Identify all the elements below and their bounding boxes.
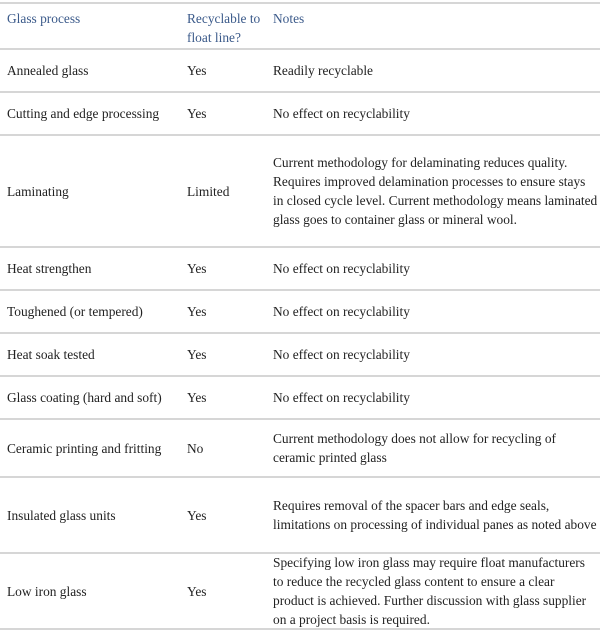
header-recyclable: Recyclable to float line? — [187, 11, 261, 45]
cell-process: Low iron glass — [7, 583, 87, 599]
header-glass-process: Glass process — [7, 11, 81, 26]
cell-recyclable: Yes — [187, 304, 207, 319]
cell-notes: Requires removal of the spacer bars and edge seals, limitations on processing of individual panes as noted above — [273, 498, 597, 532]
cell-process: Glass coating (hard and soft) — [7, 390, 162, 405]
cell-notes: No effect on recyclability — [273, 304, 410, 319]
cell-process: Toughened (or tempered) — [7, 304, 143, 319]
table-row — [0, 478, 600, 554]
cell-notes: Readily recyclable — [273, 63, 374, 78]
cell-process: Annealed glass — [7, 63, 89, 78]
cell-notes: No effect on recyclability — [273, 390, 410, 405]
table-row — [0, 554, 600, 630]
table-row — [0, 136, 600, 248]
cell-notes: Current methodology for delaminating reduces quality. Requires improved delamination processes to ensure stays in closed cycle level. Current methodology means laminated glass goes to container glass or mineral wool. — [273, 155, 598, 227]
table-row — [0, 248, 600, 291]
cell-recyclable: Limited — [187, 183, 230, 199]
cell-recyclable: Yes — [187, 390, 207, 405]
table-row — [0, 334, 600, 377]
table-row — [0, 420, 600, 478]
cell-recyclable: Yes — [187, 106, 207, 121]
table-row — [0, 50, 600, 93]
cell-recyclable: Yes — [187, 347, 207, 362]
cell-process: Heat strengthen — [7, 261, 92, 276]
cell-notes: Current methodology does not allow for recycling of ceramic printed glass — [273, 431, 556, 465]
table-header-row — [0, 4, 600, 50]
cell-process: Cutting and edge processing — [7, 106, 160, 121]
cell-recyclable: Yes — [187, 583, 207, 599]
cell-recyclable: Yes — [187, 507, 207, 523]
cell-notes: Specifying low iron glass may require float manufacturers to reduce the recycled glass content to ensure a clear product is achieved. Further discussion with glass supplier on a project basis is required. — [273, 555, 587, 627]
cell-notes: No effect on recyclability — [273, 106, 410, 121]
cell-notes: No effect on recyclability — [273, 261, 410, 276]
cell-process: Heat soak tested — [7, 347, 95, 362]
cell-process: Ceramic printing and fritting — [7, 440, 162, 456]
cell-recyclable: Yes — [187, 261, 207, 276]
table-row — [0, 377, 600, 420]
header-notes: Notes — [273, 11, 305, 26]
cell-recyclable: Yes — [187, 63, 207, 78]
cell-process: Laminating — [7, 183, 69, 199]
cell-recyclable: No — [187, 440, 204, 456]
table-row — [0, 291, 600, 334]
cell-process: Insulated glass units — [7, 507, 116, 523]
cell-notes: No effect on recyclability — [273, 347, 410, 362]
table-row — [0, 93, 600, 136]
